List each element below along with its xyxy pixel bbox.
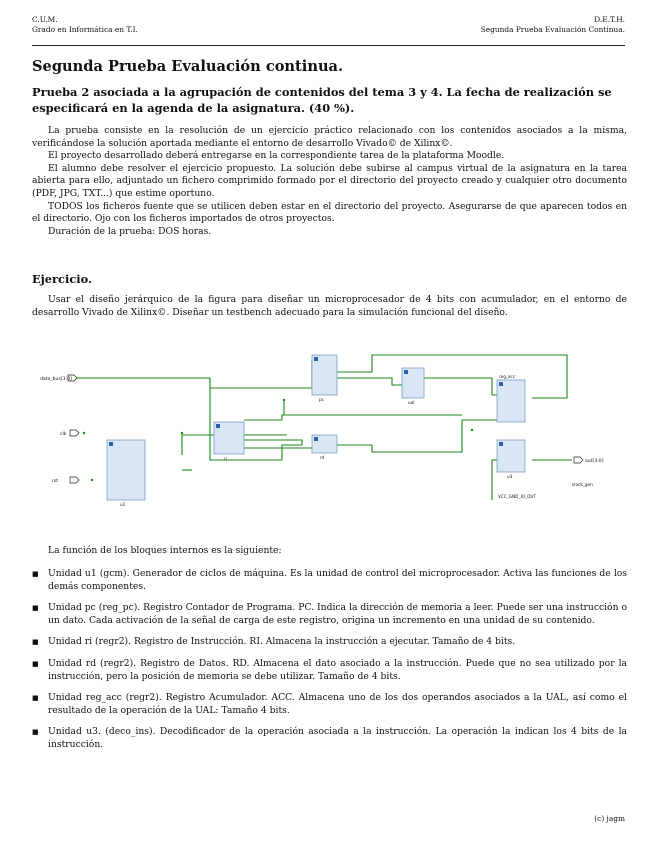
wire-ctrl-2 [244, 440, 302, 445]
bullet-icon: ■ [32, 694, 39, 703]
bullet-icon: ■ [32, 728, 39, 737]
header-institution: C.U.M. [32, 15, 58, 24]
block-ual-label: ual [408, 400, 415, 405]
block-rd-label: rd [320, 455, 325, 460]
wire-ctrl-4 [244, 415, 462, 420]
page-title: Segunda Prueba Evaluación continua. [32, 58, 344, 75]
block-ri-label: ri [224, 456, 227, 461]
header-document-name: Segunda Prueba Evaluación Continua. [480, 25, 625, 34]
list-item [32, 602, 627, 627]
list-item [32, 636, 627, 649]
list-item [32, 568, 627, 593]
bullet-icon: ■ [32, 604, 39, 613]
port-rst-label: rst [52, 479, 59, 484]
bullet-icon: ■ [32, 638, 39, 647]
page-header [32, 15, 625, 46]
legend-vcc-gnd: VCC_GND_IO_OUT [498, 494, 537, 499]
unit-description: Unidad u3. (deco_ins). Decodificador de la operación asociada a la instrucción. La operación la indican los 4 bits de la instrucción. [48, 726, 627, 750]
bullet-icon: ■ [32, 570, 39, 578]
port-out-label: out[3:0] [585, 459, 604, 464]
list-item [32, 726, 627, 751]
exercise-heading: Ejercicio. [32, 272, 92, 286]
unit-description: Unidad u1 (gcm). Generador de ciclos de máquina. Es la unidad de control del microprocesador. Activa las funciones de los demás componentes. [48, 568, 627, 592]
intro-section [32, 125, 627, 238]
block-u1-label: u1 [120, 502, 126, 507]
wire-out-in [492, 460, 497, 500]
header-degree: Grado en Informática en T.I. [32, 25, 138, 34]
functions-intro: La función de los bloques internos es la siguiente: [48, 545, 282, 556]
unit-description: Unidad pc (reg_pc). Registro Contador de Programa. PC. Indica la dirección de memoria a leer. Puede ser una instrucción o un dato. Cada activación de la señal de carga de este registro, origina un incremento en una unidad de su contenido. [48, 602, 627, 626]
wire-ctrl-3 [244, 440, 322, 448]
list-item [32, 658, 627, 683]
page-subtitle: Prueba 2 asociada a la agrupación de contenidos del tema 3 y 4. La fecha de realización se especificará en la agenda de la asignatura. (40 %). [32, 85, 612, 115]
wire-ual-to-acc [422, 378, 497, 395]
wire-bus-to-pc [210, 378, 312, 388]
block-reg-acc-label: reg_acc [499, 374, 516, 379]
wire-pc-to-ual [337, 378, 402, 385]
list-item [32, 692, 627, 717]
intro-paragraph: El proyecto desarrollado deberá entregarse en la correspondiente tarea de la plataforma Moodle. [48, 150, 505, 162]
port-clk-label: clk [60, 432, 67, 437]
block-reg-acc [497, 380, 525, 422]
page-footer: (c) jagm [594, 814, 625, 823]
wire-loop-top [337, 355, 567, 398]
unit-description: Unidad rd (regr2). Registro de Datos. RD. Almacena el dato asociado a la instrucción. Puede que no sea utilizado por la instrucción, pero la posición de memoria se debe utilizar. Tamaño de 4 bits. [48, 657, 627, 682]
block-u3-label: u3 [507, 474, 513, 479]
port-data-bus-label: data_bus[3:0] [40, 377, 72, 382]
wire-rd-to-acc [337, 420, 497, 452]
intro-paragraph: La prueba consiste en la resolución de un ejercicio práctico relacionado con los contenidos asociados a la misma, verificándose la solución aportada mediante el entorno de desarrollo Vivado© de Xilinx©. [32, 125, 627, 149]
block-u1 [107, 440, 145, 500]
block-diagram [32, 340, 627, 530]
port-out-icon [574, 457, 583, 463]
bullet-icon: ■ [32, 659, 39, 668]
unit-description: Unidad ri (regr2). Registro de Instrucción. RI. Almacena la instrucción a ejecutar. Tamaño de 4 bits. [48, 636, 516, 648]
block-pc-label: pc [319, 397, 324, 402]
legend-clock-gen: clock_gen [572, 482, 593, 487]
port-rst-icon [70, 477, 79, 483]
intro-paragraph: El alumno debe resolver el ejercicio propuesto. La solución debe subirse al campus virtual de la asignatura en la tarea abierta para ello, adjuntado un fichero comprimido formado por el directorio del proyecto creado y cualquier otro documento (PDF, JPG, TXT...) que estime oportuno. [32, 162, 627, 199]
header-department: D.E.T.H. [594, 15, 625, 24]
intro-paragraph: TODOS los ficheros fuente que se utilicen deben estar en el directorio del proyecto. Asegurarse de que aparecen todos en el directorio. Ojo con los ficheros importados de otros proyectos. [32, 200, 627, 225]
intro-paragraph: Duración de la prueba: DOS horas. [48, 225, 212, 237]
unit-description: Unidad reg_acc (regr2). Registro Acumulador. ACC. Almacena uno de los dos operandos asociados a la UAL, así como el resultado de la operación de la UAL: Tamaño 4 bits. [48, 692, 627, 716]
units-list [32, 568, 627, 761]
exercise-description: Usar el diseño jerárquico de la figura para diseñar un microprocesador de 4 bits con acumulador, en el entorno de desarrollo Vivado de Xilinx©. Diseñar un testbench adecuado para la simulación funcional del diseño. [32, 294, 627, 318]
port-clk-icon [70, 430, 79, 436]
